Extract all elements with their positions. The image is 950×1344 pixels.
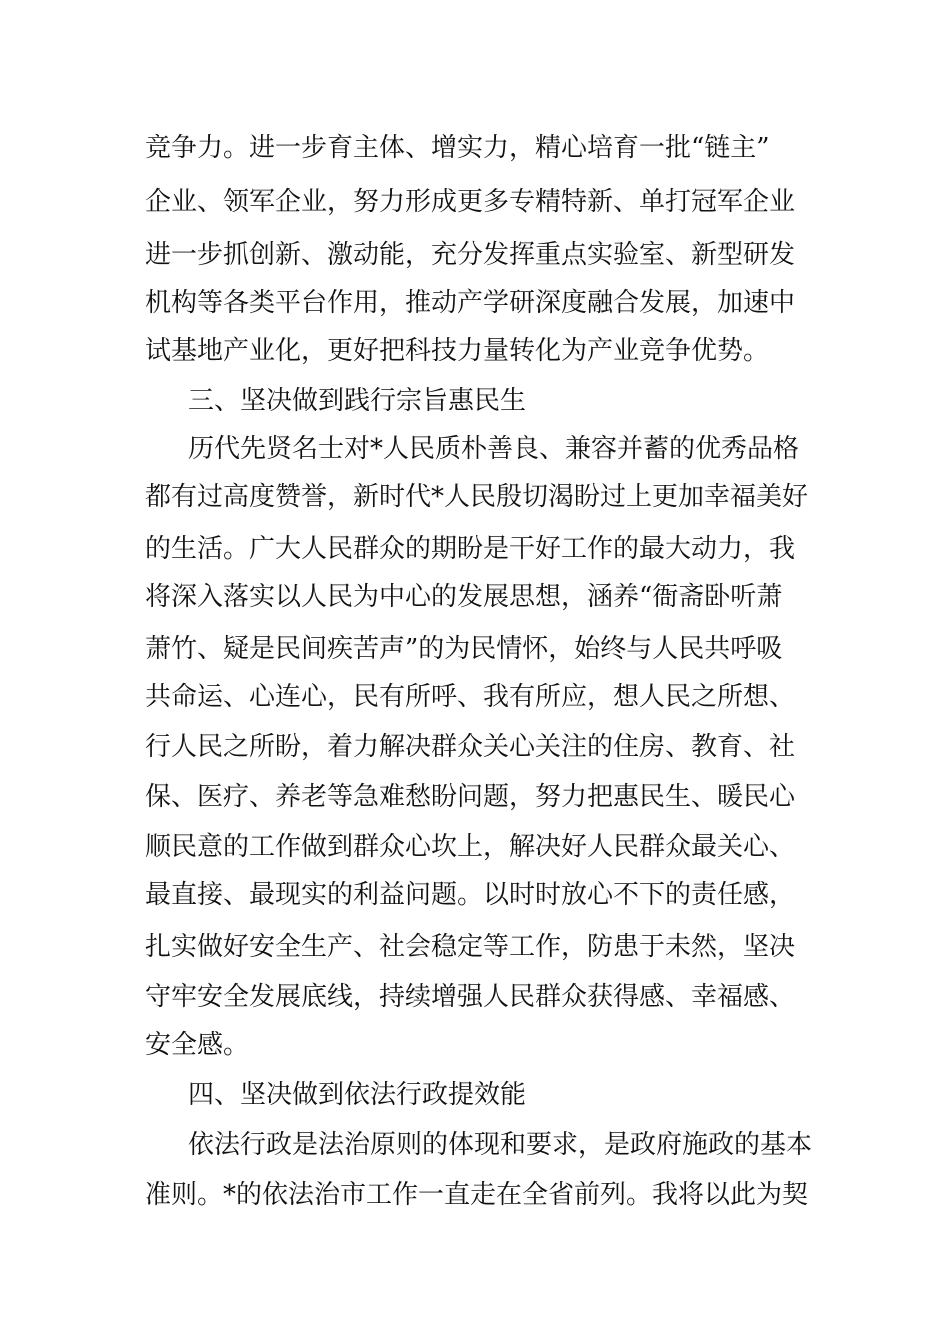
paragraph-line: 历代先贤名士对*人民质朴善良、兼容并蓄的优秀品格 [188,434,800,464]
paragraph-line: 安全感。 [145,1030,250,1060]
paragraph-line: 的生活。广大人民群众的期盼是干好工作的最大动力，我 [145,534,796,564]
paragraph-line: 保、医疗、养老等急难愁盼问题，努力把惠民生、暖民心 [145,782,796,812]
paragraph-line: 顺民意的工作做到群众心坎上，解决好人民群众最关心、 [145,832,796,862]
paragraph-line: 企业、领军企业，努力形成更多专精特新、单打冠军企业 [145,187,796,217]
paragraph-line: 都有过高度赞誉，新时代*人民殷切渴盼过上更加幸福美好 [145,482,809,512]
paragraph-line: 共命运、心连心，民有所呼、我有所应，想人民之所想、 [145,682,796,712]
paragraph-line: 行人民之所盼，着力解决群众关心关注的住房、教育、社 [145,732,796,762]
paragraph-line: 试基地产业化，更好把科技力量转化为产业竞争优势。 [145,336,770,366]
paragraph-line: 最直接、最现实的利益问题。以时时放心不下的责任感， [145,880,796,910]
paragraph-line: 将深入落实以人民为中心的发展思想，涵养“衙斋卧听萧 [145,582,783,612]
section-heading-3: 三、坚决做到践行宗旨惠民生 [188,386,527,416]
paragraph-line: 竞争力。进一步育主体、增实力，精心培育一批“链主” [145,133,770,163]
paragraph-line: 依法行政是法治原则的体现和要求，是政府施政的基本 [188,1130,813,1160]
paragraph-line: 守牢安全发展底线，持续增强人民群众获得感、幸福感、 [145,982,796,1012]
paragraph-line: 进一步抓创新、激动能，充分发挥重点实验室、新型研发 [145,240,796,270]
paragraph-line: 准则。*的依法治市工作一直走在全省前列。我将以此为契 [145,1180,809,1210]
paragraph-line: 萧竹、疑是民间疾苦声”的为民情怀，始终与人民共呼吸 [145,634,783,664]
paragraph-line: 扎实做好安全生产、社会稳定等工作，防患于未然，坚决 [145,932,796,962]
section-heading-4: 四、坚决做到依法行政提效能 [188,1080,527,1110]
paragraph-line: 机构等各类平台作用，推动产学研深度融合发展，加速中 [145,288,796,318]
